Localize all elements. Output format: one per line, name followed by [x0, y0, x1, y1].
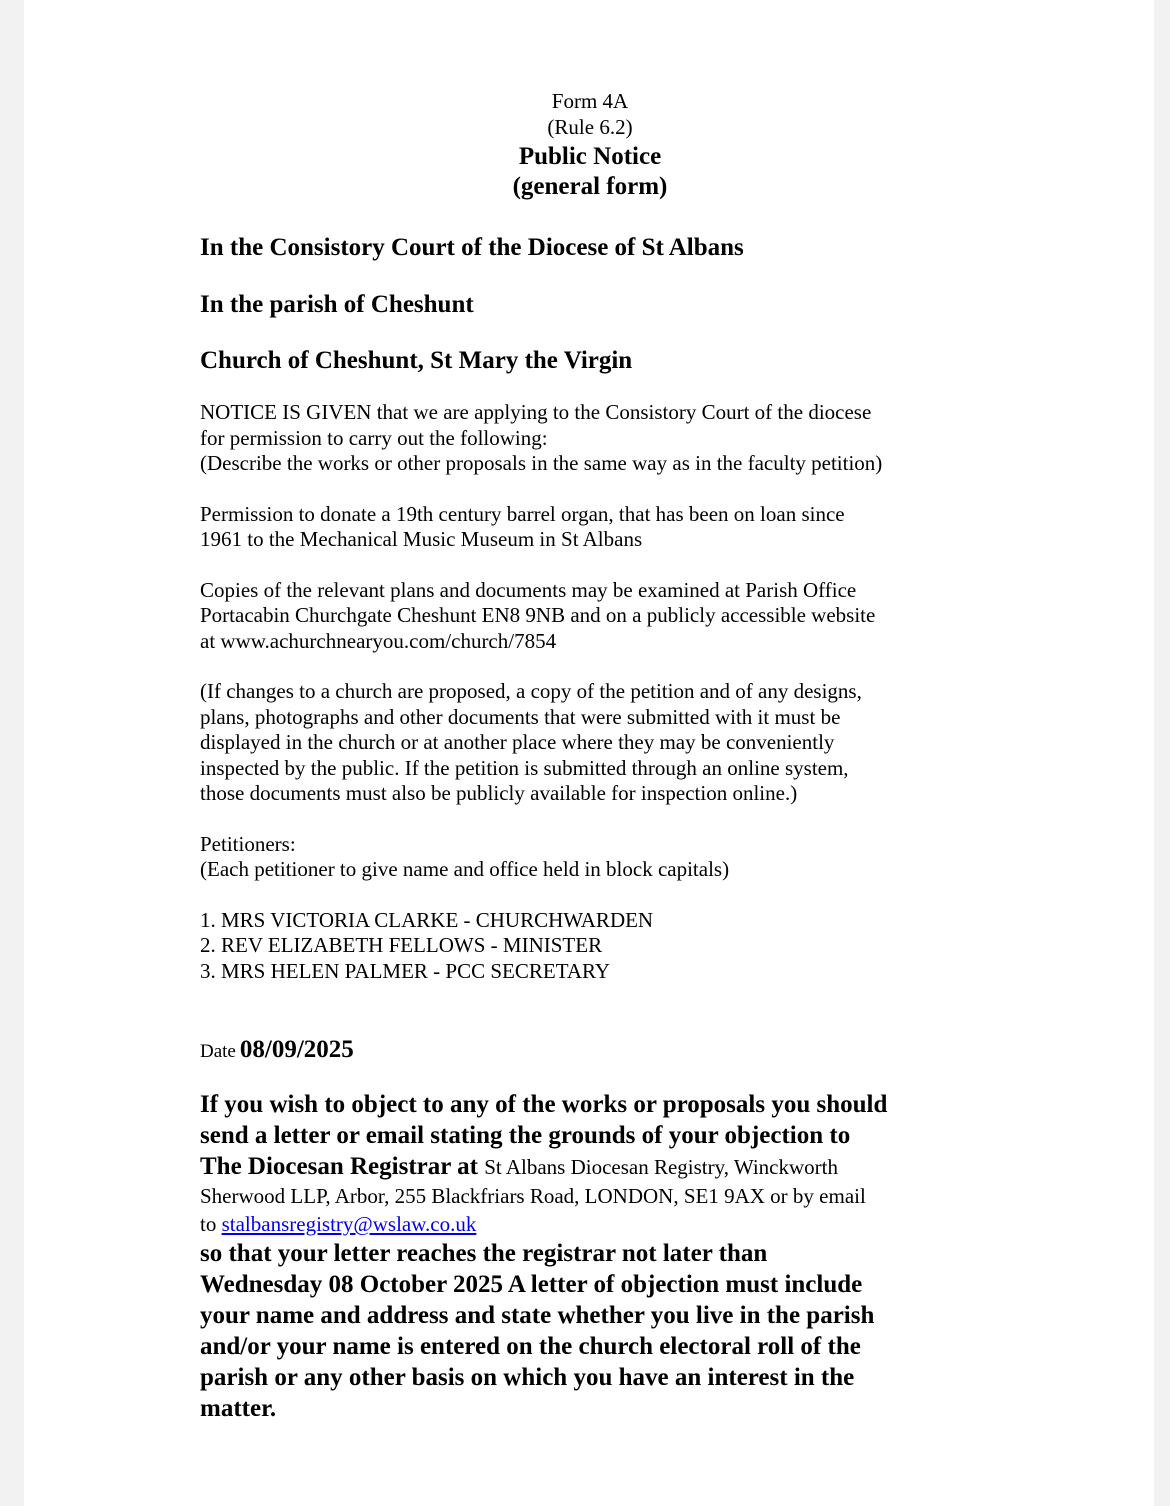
court-heading: In the Consistory Court of the Diocese of St Albans — [200, 234, 744, 261]
church-heading: Church of Cheshunt, St Mary the Virgin — [200, 347, 633, 374]
notice-line: for permission to carry out the following: — [200, 425, 548, 450]
registry-email-link[interactable]: stalbansregistry@wslaw.co.uk — [221, 1212, 477, 1236]
notice-instruction: (Describe the works or other proposals in the same way as in the faculty petition) — [200, 451, 883, 475]
form-number: Form 4A — [551, 89, 629, 113]
petitioners-list — [200, 908, 980, 985]
guidance-paragraph — [200, 679, 980, 807]
objection-requirements: matter. — [200, 1395, 277, 1422]
form-rule: (Rule 6.2) — [547, 115, 633, 139]
email-prefix: to — [200, 1212, 217, 1236]
proposal-paragraph — [200, 502, 980, 553]
date-value: 08/09/2025 — [239, 1036, 354, 1063]
petitioners-label: Petitioners: — [200, 831, 296, 856]
registrar-line — [200, 1151, 980, 1182]
document-page — [24, 0, 1154, 1506]
copies-line: Copies of the relevant plans and documents may be examined at Parish Office — [200, 577, 857, 602]
objection-line: send a letter or email stating the grounds of your objection to — [200, 1122, 851, 1149]
notice-title: Public Notice — [518, 143, 662, 170]
guidance-line: displayed in the church or at another place where they may be conveniently — [200, 730, 835, 754]
registry-address-line: Sherwood LLP, Arbor, 255 Blackfriars Road, LONDON, SE1 9AX or by email — [200, 1184, 866, 1208]
objection-deadline: Wednesday 08 October 2025 A letter of objection must include — [200, 1271, 863, 1298]
notice-content — [200, 88, 980, 1424]
objection-line: If you wish to object to any of the works or proposals you should — [200, 1091, 888, 1118]
objection-requirements: your name and address and state whether you live in the parish — [200, 1302, 875, 1329]
objection-section — [200, 1089, 980, 1424]
copies-paragraph — [200, 578, 980, 655]
petitioner-item: 1. MRS VICTORIA CLARKE - CHURCHWARDEN — [200, 907, 654, 932]
petitioner-item: 2. REV ELIZABETH FELLOWS - MINISTER — [200, 933, 603, 957]
guidance-line: (If changes to a church are proposed, a copy of the petition and of any designs, — [200, 679, 862, 703]
guidance-line: plans, photographs and other documents that were submitted with it must be — [200, 704, 841, 729]
objection-requirements: parish or any other basis on which you have an interest in the — [200, 1364, 855, 1391]
petitioner-item: 3. MRS HELEN PALMER - PCC SECRETARY — [200, 958, 611, 983]
registry-address: St Albans Diocesan Registry, Winckworth — [484, 1155, 838, 1179]
copies-website: at www.achurchnearyou.com/church/7854 — [200, 628, 557, 653]
guidance-line: those documents must also be publicly available for inspection online.) — [200, 781, 798, 805]
date-label: Date — [200, 1041, 236, 1062]
petitioners-instruction: (Each petitioner to give name and office held in block capitals) — [200, 857, 730, 881]
objection-deadline: so that your letter reaches the registrar not later than — [200, 1240, 768, 1267]
guidance-line: inspected by the public. If the petition is submitted through an online system, — [200, 755, 849, 780]
form-header — [200, 88, 980, 202]
notice-line: NOTICE IS GIVEN that we are applying to the Consistory Court of the diocese — [200, 400, 872, 424]
parish-heading: In the parish of Cheshunt — [200, 291, 474, 318]
copies-line: Portacabin Churchgate Cheshunt EN8 9NB and on a publicly accessible website — [200, 603, 876, 627]
objection-requirements: and/or your name is entered on the church electoral roll of the — [200, 1333, 861, 1360]
registrar-label: The Diocesan Registrar at — [200, 1153, 478, 1180]
email-line — [200, 1210, 980, 1238]
proposal-line: 1961 to the Mechanical Music Museum in St Albans — [200, 527, 643, 551]
proposal-line: Permission to donate a 19th century barrel organ, that has been on loan since — [200, 501, 845, 526]
notice-paragraph — [200, 400, 980, 477]
notice-subtitle: (general form) — [512, 173, 668, 200]
date-row — [200, 1034, 980, 1069]
petitioners-section — [200, 832, 980, 985]
